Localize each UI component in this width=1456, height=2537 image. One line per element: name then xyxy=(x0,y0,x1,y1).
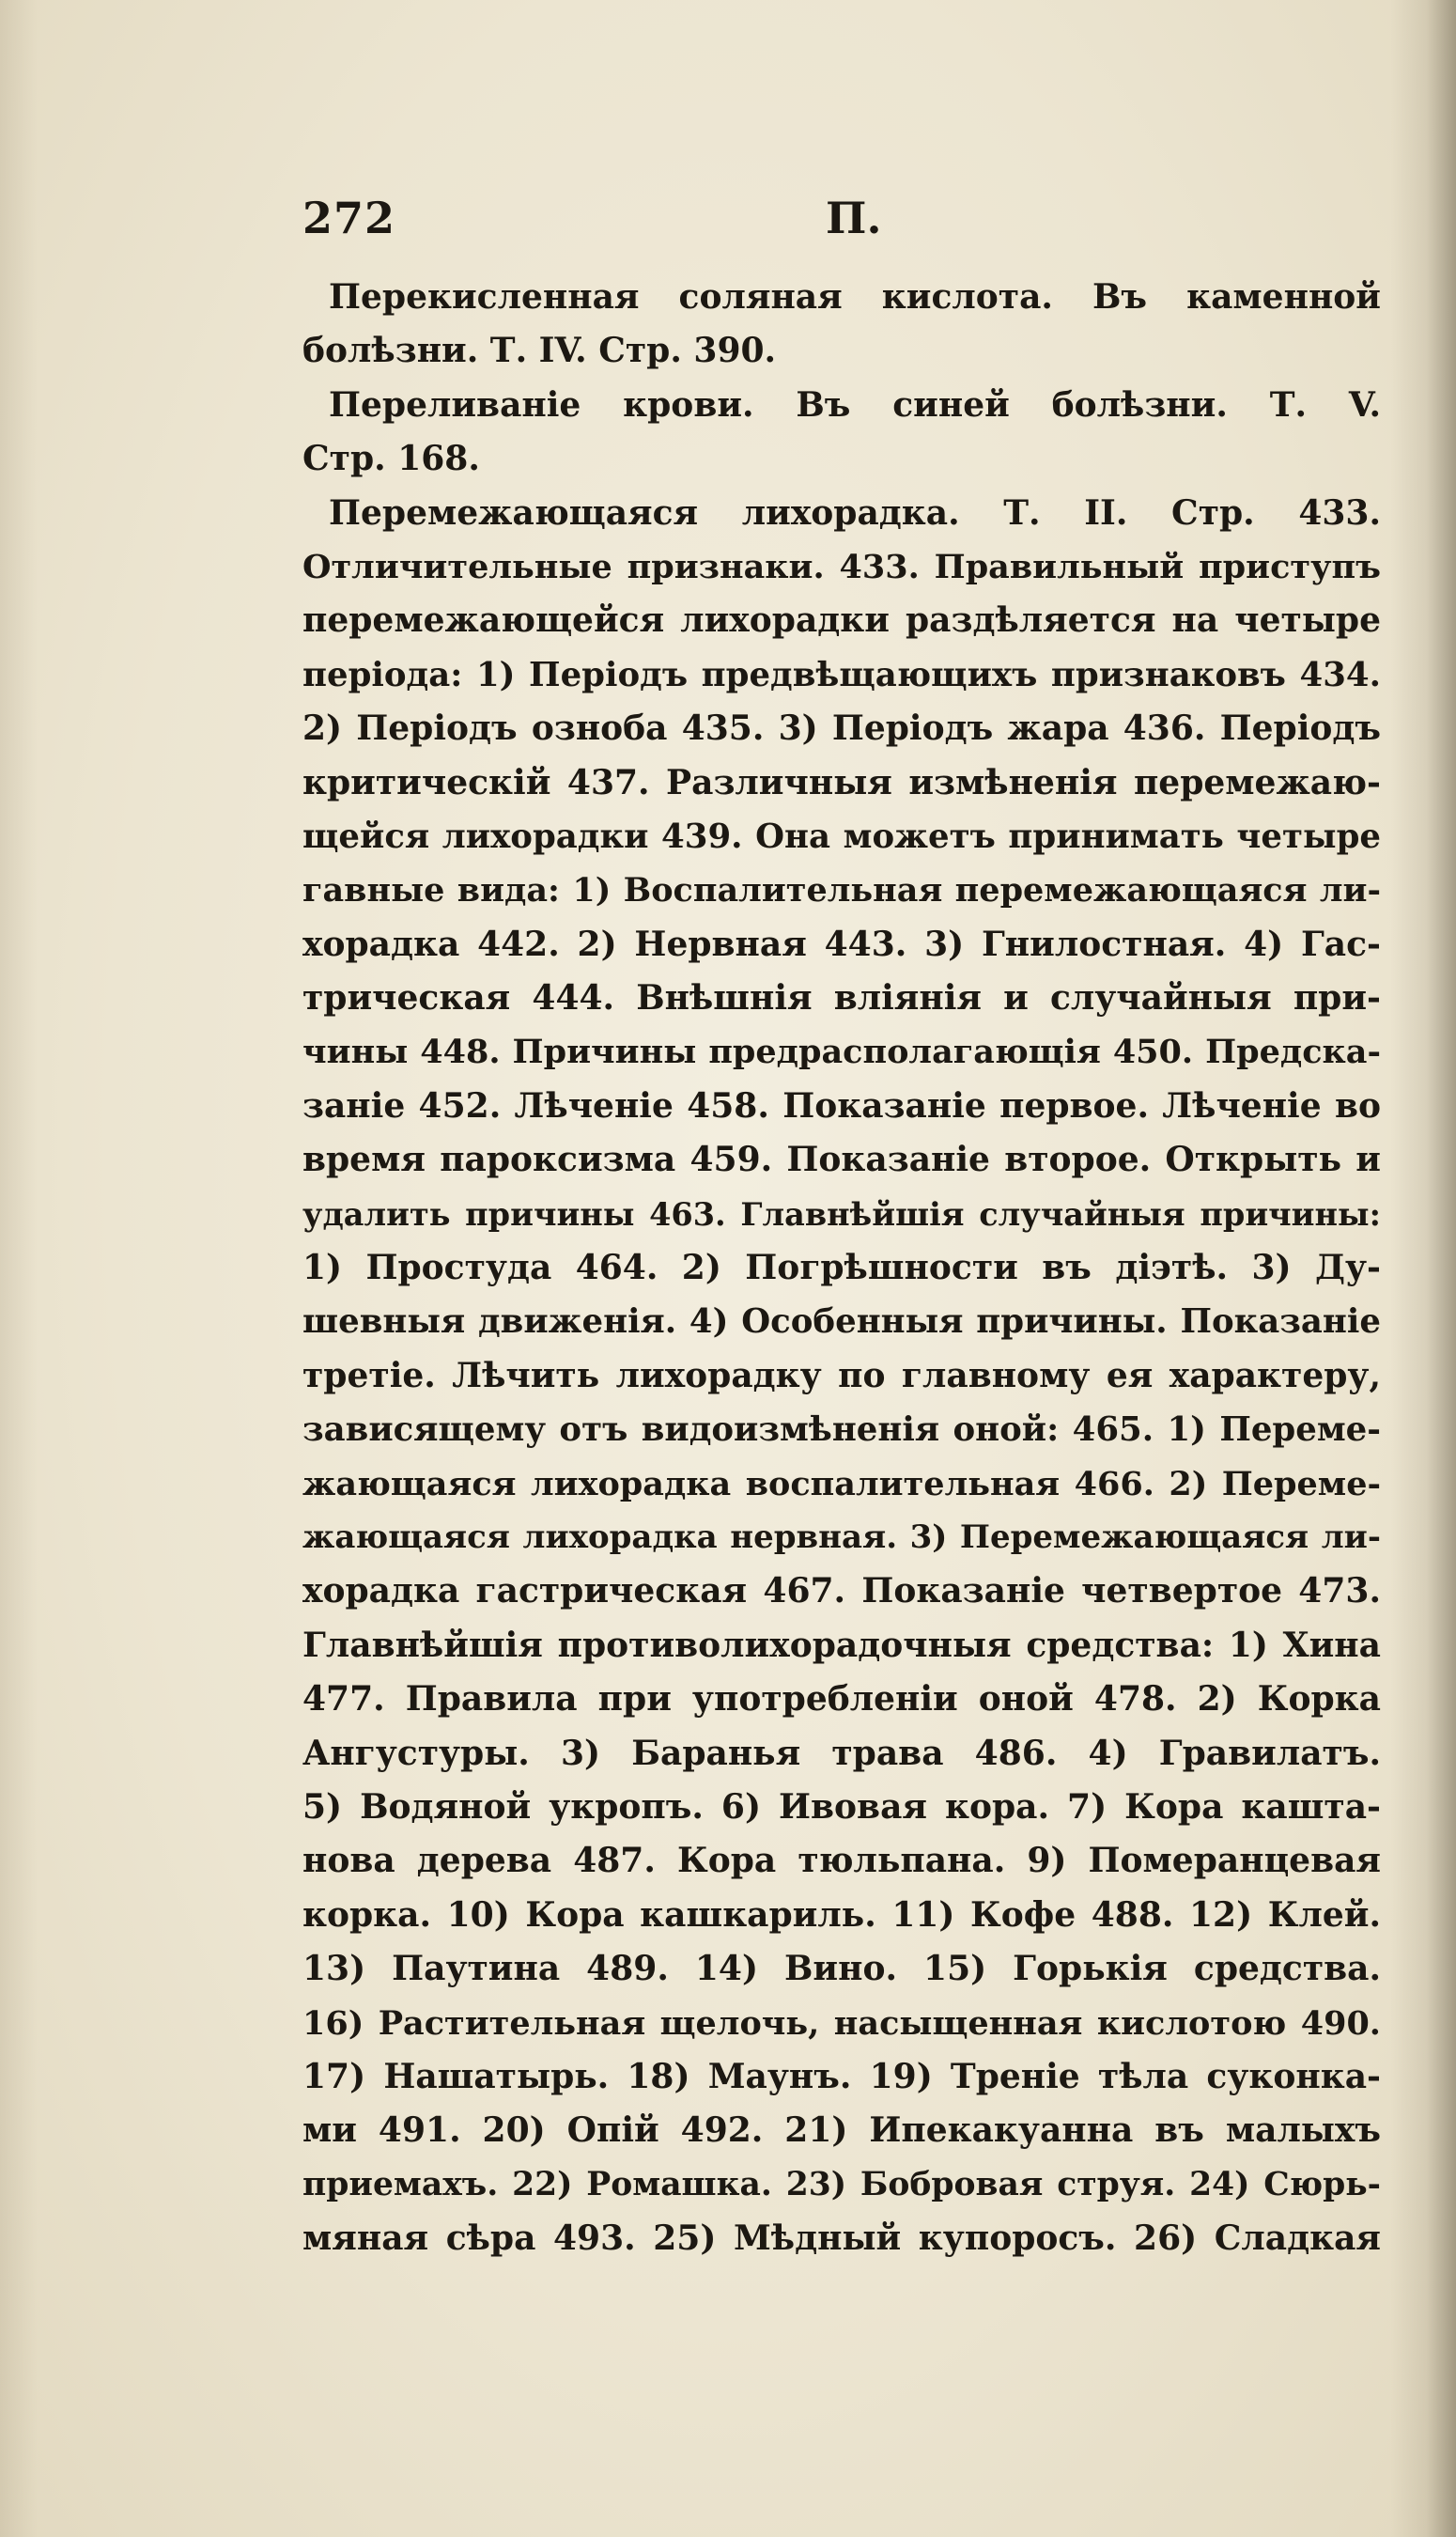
text-line: Отличительные признаки. 433. Правильный приступъ xyxy=(302,547,1381,586)
text-line: трическая 444. Внѣшнія вліянія и случайныя при- xyxy=(302,978,1381,1019)
text-line: шевныя движенія. 4) Особенныя причины. Показаніе xyxy=(302,1302,1381,1342)
text-line: ми 491. 20) Опій 492. 21) Ипекакуанна въ малыхъ xyxy=(302,2110,1381,2151)
index-text-block xyxy=(302,271,1381,2265)
text-line: корка. 10) Кора кашкариль. 11) Кофе 488. 12) Клей. xyxy=(302,1894,1381,1935)
text-line: критическій 437. Различныя измѣненія перемежаю- xyxy=(302,762,1381,802)
text-line: мяная сѣра 493. 25) Мѣдный купоросъ. 26) Сладкая xyxy=(302,2218,1381,2259)
text-line: 477. Правила при употребленіи оной 478. 2) Корка xyxy=(302,1679,1381,1720)
text-line: щейся лихорадки 439. Она можетъ принимать четыре xyxy=(302,817,1381,856)
text-line: 2) Періодъ озноба 435. 3) Періодъ жара 436. Періодъ xyxy=(302,708,1381,749)
text-line: жающаяся лихорадка нервная. 3) Перемежающаяся ли- xyxy=(302,1518,1381,1556)
text-line: гавные вида: 1) Воспалительная перемежающаяся ли- xyxy=(302,871,1381,911)
page-left-edge xyxy=(0,0,38,2537)
text-line: Перемежающаяся лихорадка. Т. II. Стр. 433. xyxy=(329,492,1381,533)
text-line: 1) Простуда 464. 2) Погрѣшности въ діэтѣ. 3) Ду- xyxy=(302,1248,1381,1288)
page-number: 272 xyxy=(302,193,396,243)
text-line: 16) Растительная щелочь, насыщенная кислотою 490. xyxy=(302,2003,1381,2043)
text-line: перемежающейся лихорадки раздѣляется на четыре xyxy=(302,600,1381,641)
text-line: зависящему отъ видоизмѣненія оной: 465. 1) Переме- xyxy=(302,1410,1381,1450)
page-right-edge-shadow xyxy=(1390,0,1456,2537)
text-line: 13) Паутина 489. 14) Вино. 15) Горькія средства. xyxy=(302,1949,1381,1989)
text-line: жающаяся лихорадка воспалительная 466. 2) Переме- xyxy=(302,1464,1381,1503)
text-line: хорадка 442. 2) Нервная 443. 3) Гнилостная. 4) Гас- xyxy=(302,924,1381,964)
text-line: хорадка гастрическая 467. Показаніе четвертое 473. xyxy=(302,1571,1381,1611)
text-line: болѣзни. Т. IV. Стр. 390. xyxy=(302,331,777,371)
running-head: П. xyxy=(826,193,882,243)
page-header xyxy=(302,193,1381,258)
text-line: время пароксизма 459. Показаніе второе. Открыть и xyxy=(302,1140,1381,1180)
text-line: Перекисленная соляная кислота. Въ каменной xyxy=(329,277,1381,317)
text-line: Ангустуры. 3) Баранья трава 486. 4) Гравилатъ. xyxy=(302,1733,1381,1773)
text-line: заніе 452. Лѣченіе 458. Показаніе первое. Лѣченіе во xyxy=(302,1085,1381,1126)
text-line: чины 448. Причины предрасполагающія 450. Предска- xyxy=(302,1033,1381,1072)
text-line: Переливаніе крови. Въ синей болѣзни. Т. V. xyxy=(329,384,1381,425)
text-line: третіе. Лѣчить лихорадку по главному ея характеру, xyxy=(302,1355,1381,1395)
text-line: 5) Водяной укропъ. 6) Ивовая кора. 7) Кора кашта- xyxy=(302,1786,1381,1827)
text-line: Стр. 168. xyxy=(302,439,480,479)
text-line: 17) Нашатырь. 18) Маунъ. 19) Треніе тѣла суконка- xyxy=(302,2056,1381,2096)
text-line: приемахъ. 22) Ромашка. 23) Бобровая струя. 24) Сюрь- xyxy=(302,2165,1381,2203)
text-line: Главнѣйшія противолихорадочныя средства: 1) Хина xyxy=(302,1625,1381,1665)
text-line: удалить причины 463. Главнѣйшія случайныя причины: xyxy=(302,1195,1381,1233)
text-line: нова дерева 487. Кора тюльпана. 9) Померанцевая xyxy=(302,1841,1381,1881)
text-line: періода: 1) Періодъ предвѣщающихъ признаковъ 434. xyxy=(302,655,1381,694)
